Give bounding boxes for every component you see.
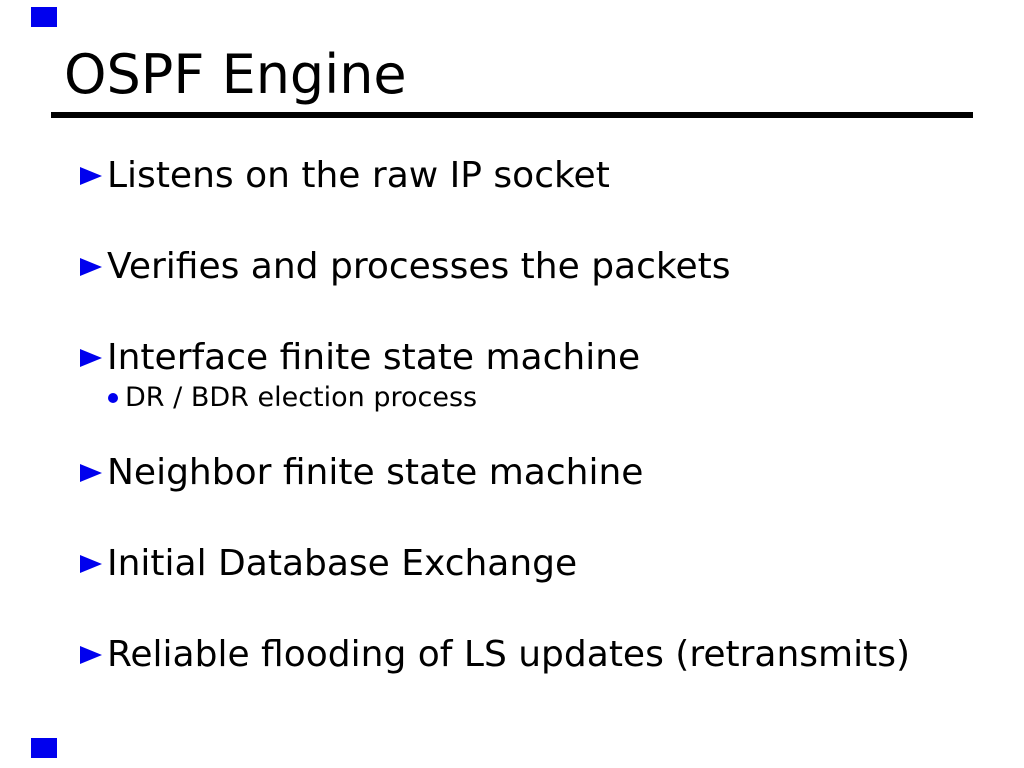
bullet-triangle-icon bbox=[80, 167, 102, 185]
bullet-text: Neighbor finite state machine bbox=[107, 452, 644, 493]
slide-corner-marker-bottom bbox=[31, 738, 57, 758]
bullet-triangle-icon bbox=[80, 646, 102, 664]
bullet-dot-icon bbox=[108, 393, 118, 403]
bullet-triangle-icon bbox=[80, 258, 102, 276]
bullet-text: Reliable flooding of LS updates (retransmits) bbox=[107, 634, 911, 675]
title-underline bbox=[51, 112, 973, 118]
bullet-triangle-icon bbox=[80, 464, 102, 482]
bullet-list bbox=[80, 155, 1024, 725]
bullet-text: Verifies and processes the packets bbox=[107, 246, 731, 287]
bullet-item bbox=[108, 382, 1024, 414]
bullet-item bbox=[80, 337, 1024, 379]
bullet-item bbox=[80, 155, 1024, 197]
bullet-text: Listens on the raw IP socket bbox=[107, 155, 610, 196]
bullet-item bbox=[80, 452, 1024, 494]
bullet-triangle-icon bbox=[80, 555, 102, 573]
bullet-text: Initial Database Exchange bbox=[107, 543, 578, 584]
slide-title: OSPF Engine bbox=[64, 43, 407, 106]
bullet-triangle-icon bbox=[80, 349, 102, 367]
bullet-text: Interface finite state machine bbox=[107, 337, 641, 378]
bullet-text: DR / BDR election process bbox=[125, 382, 478, 413]
bullet-item bbox=[80, 543, 1024, 585]
slide-corner-marker-top bbox=[31, 7, 57, 27]
bullet-item bbox=[80, 246, 1024, 288]
bullet-item bbox=[80, 634, 1024, 676]
